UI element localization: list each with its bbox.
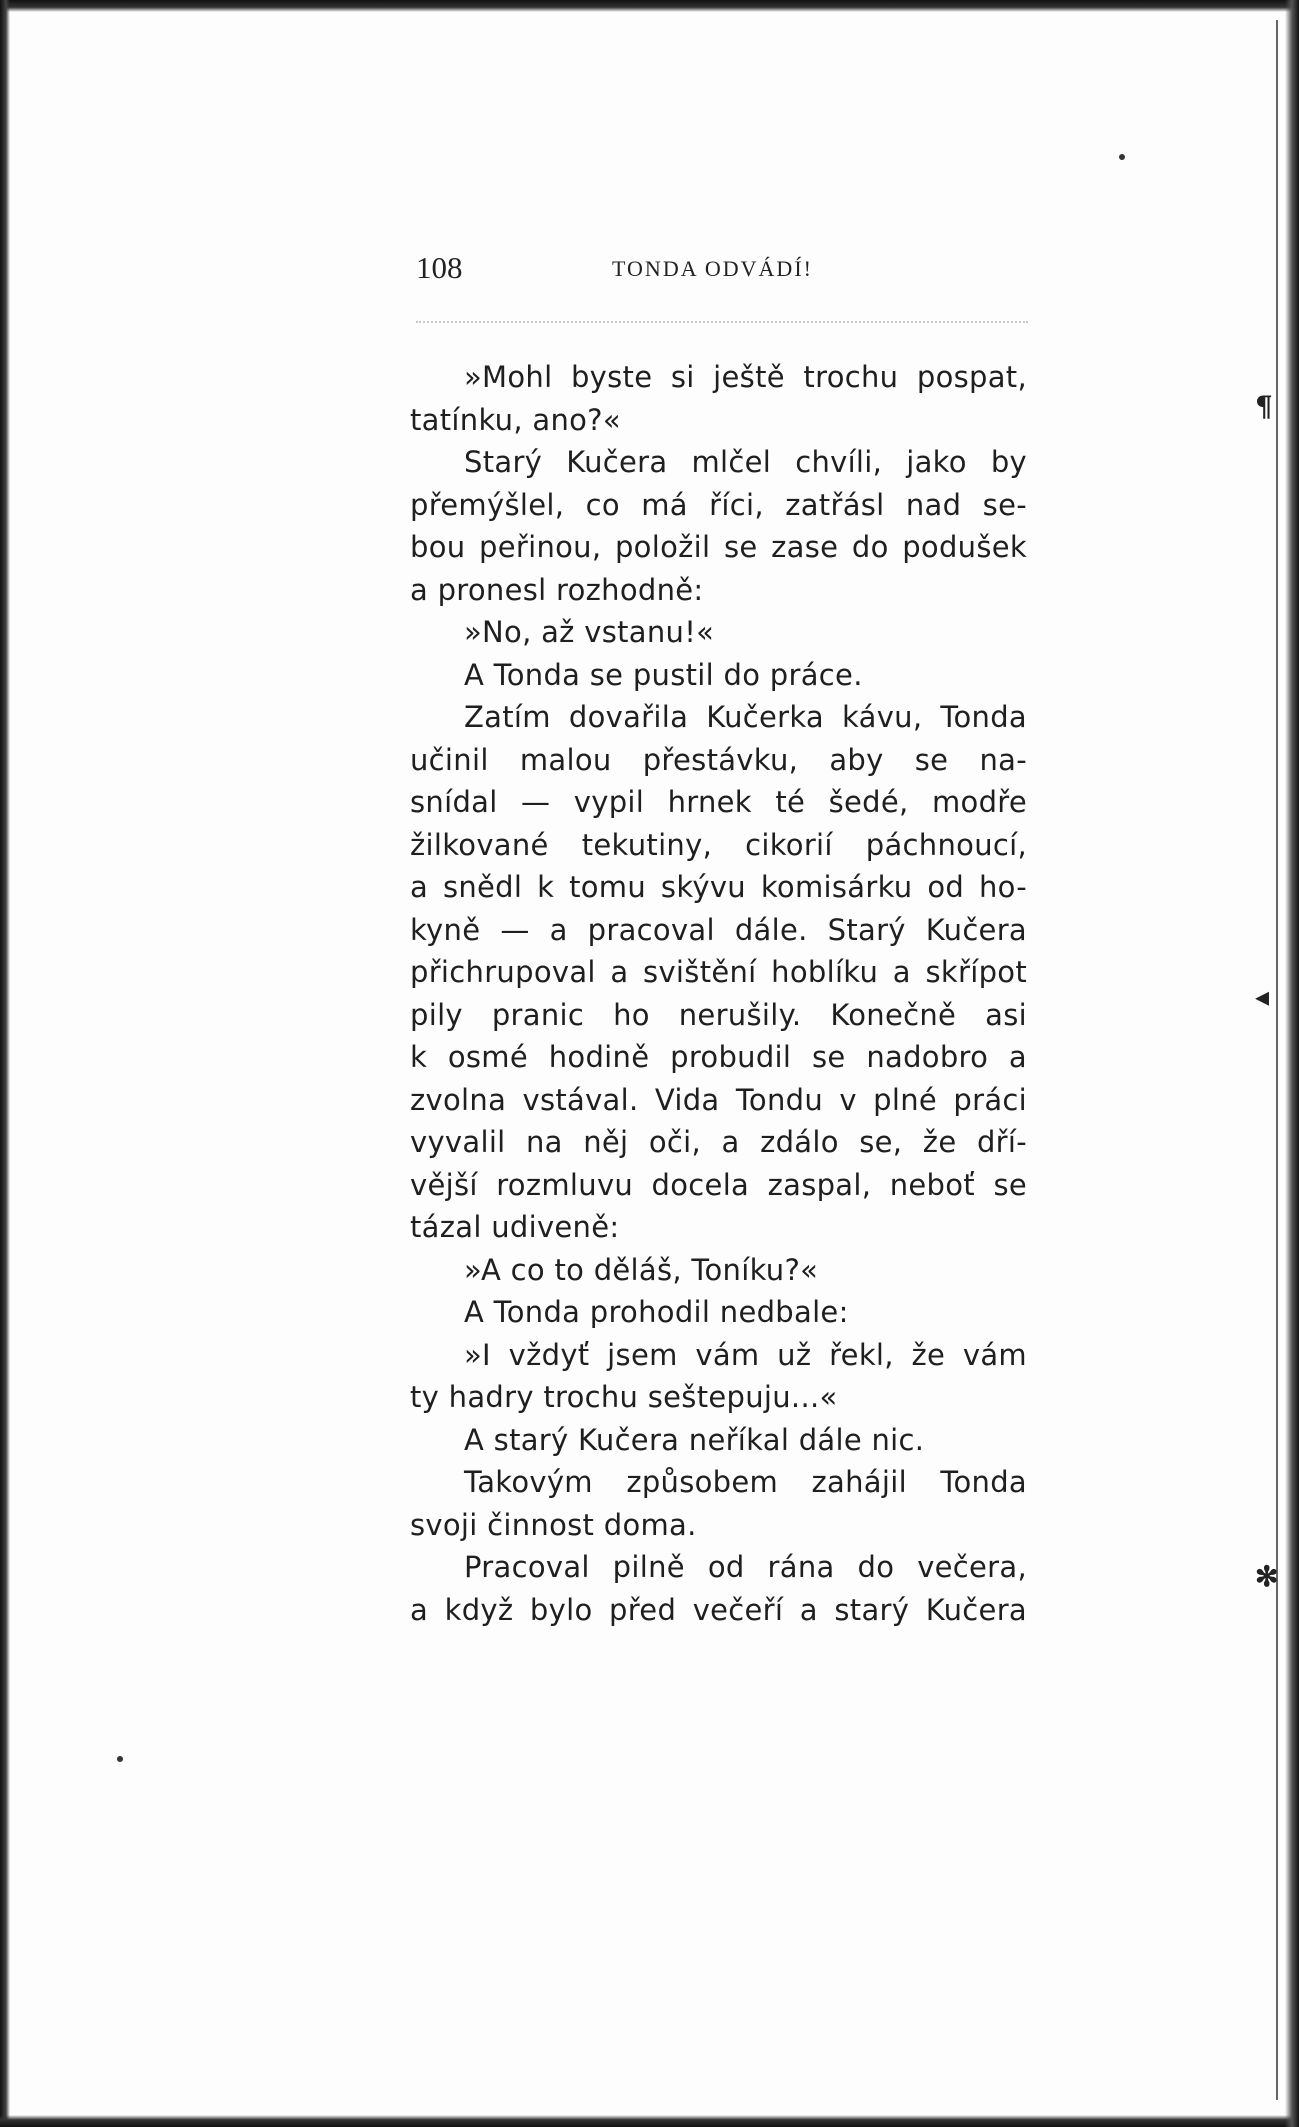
margin-mark-icon: ◂: [1255, 980, 1270, 1013]
text-line: kyně — a pracoval dále. Starý Kučera: [410, 912, 1027, 947]
text-line: svoji činnost doma.: [410, 1507, 697, 1542]
text-line: přichrupoval a svištění hoblíku a skřípot: [410, 955, 1027, 989]
text-line: »A co to děláš, Toníku?«: [464, 1252, 819, 1287]
scan-edge-bottom: [0, 2115, 1299, 2127]
text-line: a snědl k tomu skývu komisárku od ho-: [410, 870, 1027, 904]
scan-edge-right: [1285, 0, 1299, 2127]
text-line: ty hadry trochu seštepuju...«: [410, 1380, 838, 1414]
text-line: tázal udiveně:: [410, 1210, 620, 1244]
margin-mark-icon: ✻: [1255, 1560, 1279, 1593]
text-line: a když bylo před večeří a starý Kučera: [410, 1592, 1027, 1627]
text-line: zvolna vstával. Vida Tondu v plné práci: [410, 1082, 1027, 1117]
scan-speck: [1119, 154, 1125, 160]
margin-mark-icon: ¶: [1255, 390, 1273, 423]
header-rule: [416, 321, 1028, 323]
text-line: Starý Kučera mlčel chvíli, jako by: [464, 445, 1027, 479]
page-number: 108: [416, 250, 463, 285]
text-line: »I vždyť jsem vám už řekl, že vám: [464, 1337, 1027, 1372]
text-line: a pronesl rozhodně:: [410, 572, 704, 607]
text-line: k osmé hodině probudil se nadobro a: [410, 1040, 1027, 1074]
text-line: učinil malou přestávku, aby se na-: [410, 742, 1027, 777]
text-line: Zatím dovařila Kučerka kávu, Tonda: [464, 700, 1027, 734]
page-edge-line: [1276, 20, 1278, 2100]
text-line: A Tonda prohodil nedbale:: [464, 1295, 849, 1329]
text-line: vější rozmluvu docela zaspal, neboť se: [410, 1167, 1027, 1202]
text-line: přemýšlel, co má říci, zatřásl nad se-: [410, 487, 1027, 522]
text-line: snídal — vypil hrnek té šedé, modře: [410, 785, 1027, 819]
body-text: [410, 356, 1027, 1631]
text-line: A starý Kučera neříkal dále nic.: [464, 1422, 925, 1457]
running-title: TONDA ODVÁDÍ!: [612, 256, 813, 281]
scan-edge-left: [0, 0, 10, 2127]
text-line: vyvalil na něj oči, a zdálo se, že dří-: [410, 1125, 1027, 1159]
text-line: Takovým způsobem zahájil Tonda: [464, 1465, 1027, 1499]
text-line: Pracoval pilně od rána do večera,: [464, 1550, 1027, 1584]
text-line: bou peřinou, položil se zase do podušek: [410, 530, 1027, 564]
text-line: tatínku, ano?«: [410, 402, 621, 437]
text-line: pily pranic ho nerušily. Konečně asi: [410, 997, 1027, 1032]
scan-speck: [117, 1756, 123, 1762]
text-line: »Mohl byste si ještě trochu pospat,: [464, 360, 1027, 394]
text-line: »No, až vstanu!«: [464, 615, 715, 649]
scan-edge-top: [0, 0, 1299, 12]
text-line: žilkované tekutiny, cikorií páchnoucí,: [410, 827, 1027, 862]
text-line: A Tonda se pustil do práce.: [464, 657, 863, 692]
